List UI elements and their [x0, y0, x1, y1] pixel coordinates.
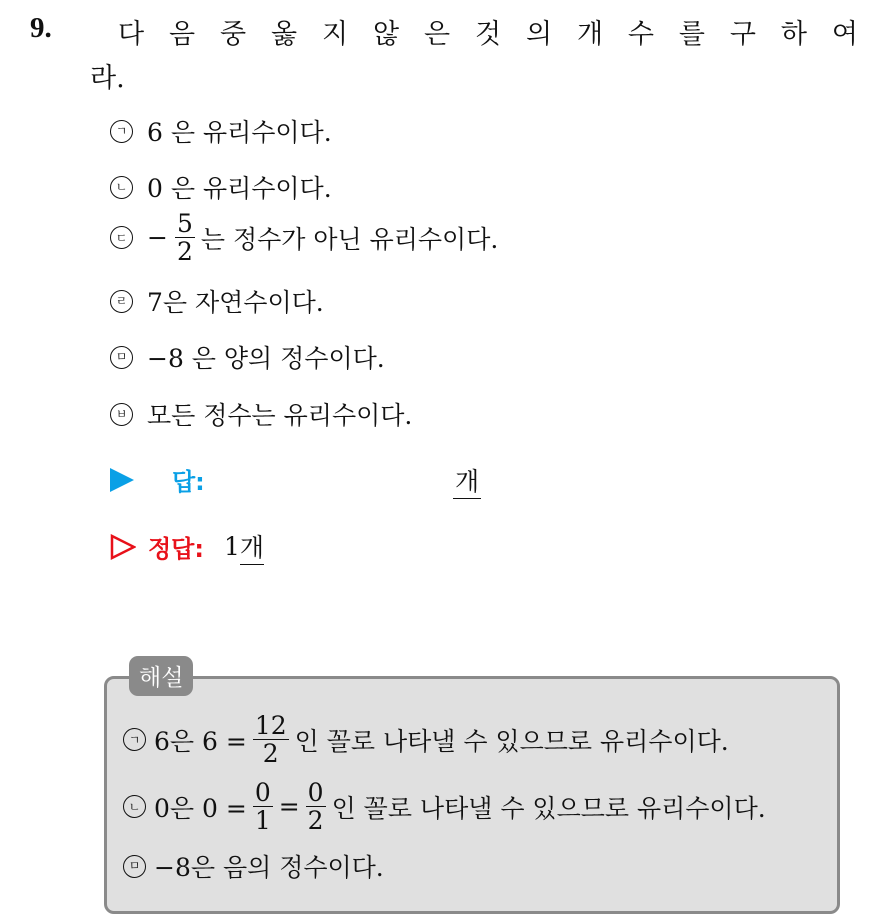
correct-answer-value: 1 — [223, 532, 240, 561]
fraction — [253, 779, 273, 834]
question-number: 9. — [30, 12, 52, 44]
outline-triangle-icon — [110, 534, 136, 560]
choice-text: 0 은 유리수이다. — [147, 174, 332, 203]
fraction — [253, 712, 289, 767]
circled-marker-icon: ㄱ — [123, 728, 146, 751]
fraction — [306, 779, 326, 834]
choice-1 — [110, 113, 332, 149]
equals-sign: = — [278, 792, 300, 821]
answer-blank[interactable] — [453, 462, 481, 499]
circled-marker-icon: ㄴ — [110, 176, 133, 199]
fraction — [175, 210, 195, 265]
correct-answer-label: 정답: — [148, 535, 204, 563]
choice-5 — [110, 339, 385, 375]
circled-marker-icon: ㄴ — [123, 795, 146, 818]
choice-text: 는 정수가 아닌 유리수이다. — [200, 224, 499, 254]
explanation-line-3 — [123, 848, 384, 884]
answer-unit: 개 — [455, 467, 480, 496]
choice-text: −8 은 양의 정수이다. — [147, 344, 385, 373]
choice-3 — [110, 210, 498, 265]
explanation-text: 0은 0 = — [154, 793, 247, 823]
circled-marker-icon: ㅂ — [110, 403, 133, 426]
question-text-continued: 라. — [90, 63, 125, 94]
question-text: 다 음 중 옳 지 않 은 것 의 개 수 를 구 하 여 — [118, 19, 858, 50]
explanation-line-2 — [123, 779, 766, 834]
choice-2 — [110, 169, 332, 205]
fraction-denominator: 2 — [262, 739, 279, 768]
explanation-text: 6은 6 = — [154, 726, 247, 756]
correct-answer-unit: 개 — [240, 528, 264, 565]
circled-marker-icon: ㄷ — [110, 226, 133, 249]
play-triangle-icon — [110, 468, 134, 492]
explanation-title: 해설 — [129, 656, 193, 696]
choice-6 — [110, 396, 412, 432]
answer-row — [110, 462, 205, 497]
fraction-denominator: 1 — [254, 806, 271, 835]
answer-label: 답: — [172, 468, 205, 496]
circled-marker-icon: ㅁ — [123, 855, 146, 878]
fraction-numerator: 0 — [307, 778, 324, 807]
choice-text: 7은 자연수이다. — [147, 288, 324, 317]
choice-text: 모든 정수는 유리수이다. — [147, 401, 413, 430]
choice-4 — [110, 283, 324, 319]
explanation-text: 인 꼴로 나타낼 수 있으므로 유리수이다. — [331, 793, 766, 823]
circled-marker-icon: ㅁ — [110, 346, 133, 369]
circled-marker-icon: ㄹ — [110, 290, 133, 313]
fraction-numerator: 12 — [254, 711, 287, 740]
circled-marker-icon: ㄱ — [110, 120, 133, 143]
explanation-line-1 — [123, 712, 729, 767]
fraction-denominator: 2 — [307, 806, 324, 835]
minus-sign: − — [147, 223, 168, 252]
fraction-numerator: 0 — [254, 778, 271, 807]
explanation-text: −8은 음의 정수이다. — [154, 853, 384, 882]
fraction-denominator: 2 — [176, 237, 193, 266]
explanation-text: 인 꼴로 나타낼 수 있으므로 유리수이다. — [294, 726, 729, 756]
correct-answer-row — [110, 528, 264, 565]
fraction-numerator: 5 — [176, 209, 193, 238]
choice-text: 6 은 유리수이다. — [147, 118, 332, 147]
